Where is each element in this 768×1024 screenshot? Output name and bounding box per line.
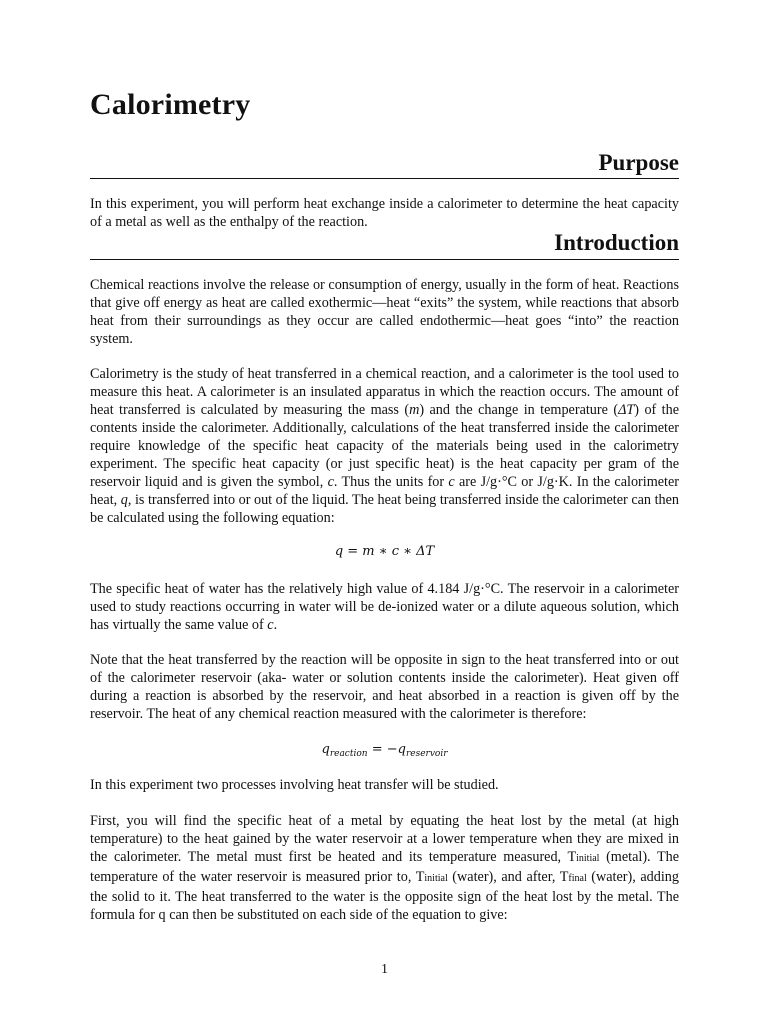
introduction-divider (90, 259, 679, 260)
introduction-heading: Introduction (554, 230, 679, 255)
document-page (90, 0, 679, 1024)
intro-paragraph-6: First, you will find the specific heat of a metal by equating the heat lost by the metal (at high temperature) to the heat gained by the water reservoir at a lower temperature when they are mixed in the calorimeter. The metal must first be heated and its temperature measured, Tinitial (metal). The temperature of the water reservoir is measured prior to, Tinitial (water), and after, Tfinal (water), adding the solid to it. The heat transferred to the water is the opposite sign of the heat lost by the metal. The formula for q can then be substituted on each side of the equation to give: (90, 813, 679, 923)
purpose-heading: Purpose (598, 150, 679, 175)
intro-paragraph-1: Chemical reactions involve the release or consumption of energy, usually in the form of heat. Reactions that give off energy as heat are called exothermic—heat “exits” the system, while reactions that absorb heat from their surroundings as they occur are called endothermic—heat goes “into” the reaction system. (90, 277, 679, 347)
intro-paragraph-4: Note that the heat transferred by the reaction will be opposite in sign to the heat transferred into or out of the calorimeter reservoir (aka- water or solution contents inside the calorimeter). Heat given off during a reaction is absorbed by the reservoir, and heat absorbed in a reaction is given off by the reservoir. The heat of any chemical reaction measured with the calorimeter is therefore: (90, 652, 679, 722)
page-number: 1 (381, 962, 388, 977)
intro-paragraph-3: The specific heat of water has the relatively high value of 4.184 J/g·°C. The reservoir in a calorimeter used to study reactions occurring in water will be de-ionized water or a dilute aqueous solution, which has virtually the same value of c. (90, 581, 679, 633)
reaction-heat-equation: $q_{reaction} = -q_{reservoir}$ (321, 742, 448, 759)
intro-paragraph-5: In this experiment two processes involving heat transfer will be studied. (90, 777, 499, 793)
document-title: Calorimetry (90, 88, 251, 121)
heat-equation: q = m ∗ c ∗ ΔT (334, 544, 435, 559)
purpose-divider (90, 178, 679, 179)
purpose-paragraph: In this experiment, you will perform heat exchange inside a calorimeter to determine the heat capacity of a metal as well as the enthalpy of the reaction. (90, 196, 679, 230)
intro-paragraph-2: Calorimetry is the study of heat transferred in a chemical reaction, and a calorimeter is the tool used to measure this heat. A calorimeter is an insulated apparatus in which the reaction occurs. The amount of heat transferred is calculated by measuring the mass (m) and the change in temperature (ΔT) of the contents inside the calorimeter. Additionally, calculations of the heat transferred inside the calorimeter require knowledge of the specific heat capacity of the materials being used in the calorimetry experiment. The specific heat capacity (or just specific heat) is the heat capacity per gram of the reservoir liquid and is given the symbol, c. Thus the units for c are J/g·°C or J/g·K. In the calorimeter heat, q, is transferred into or out of the liquid. The heat being transferred inside the calorimeter can then be calculated using the following equation: (90, 366, 680, 526)
